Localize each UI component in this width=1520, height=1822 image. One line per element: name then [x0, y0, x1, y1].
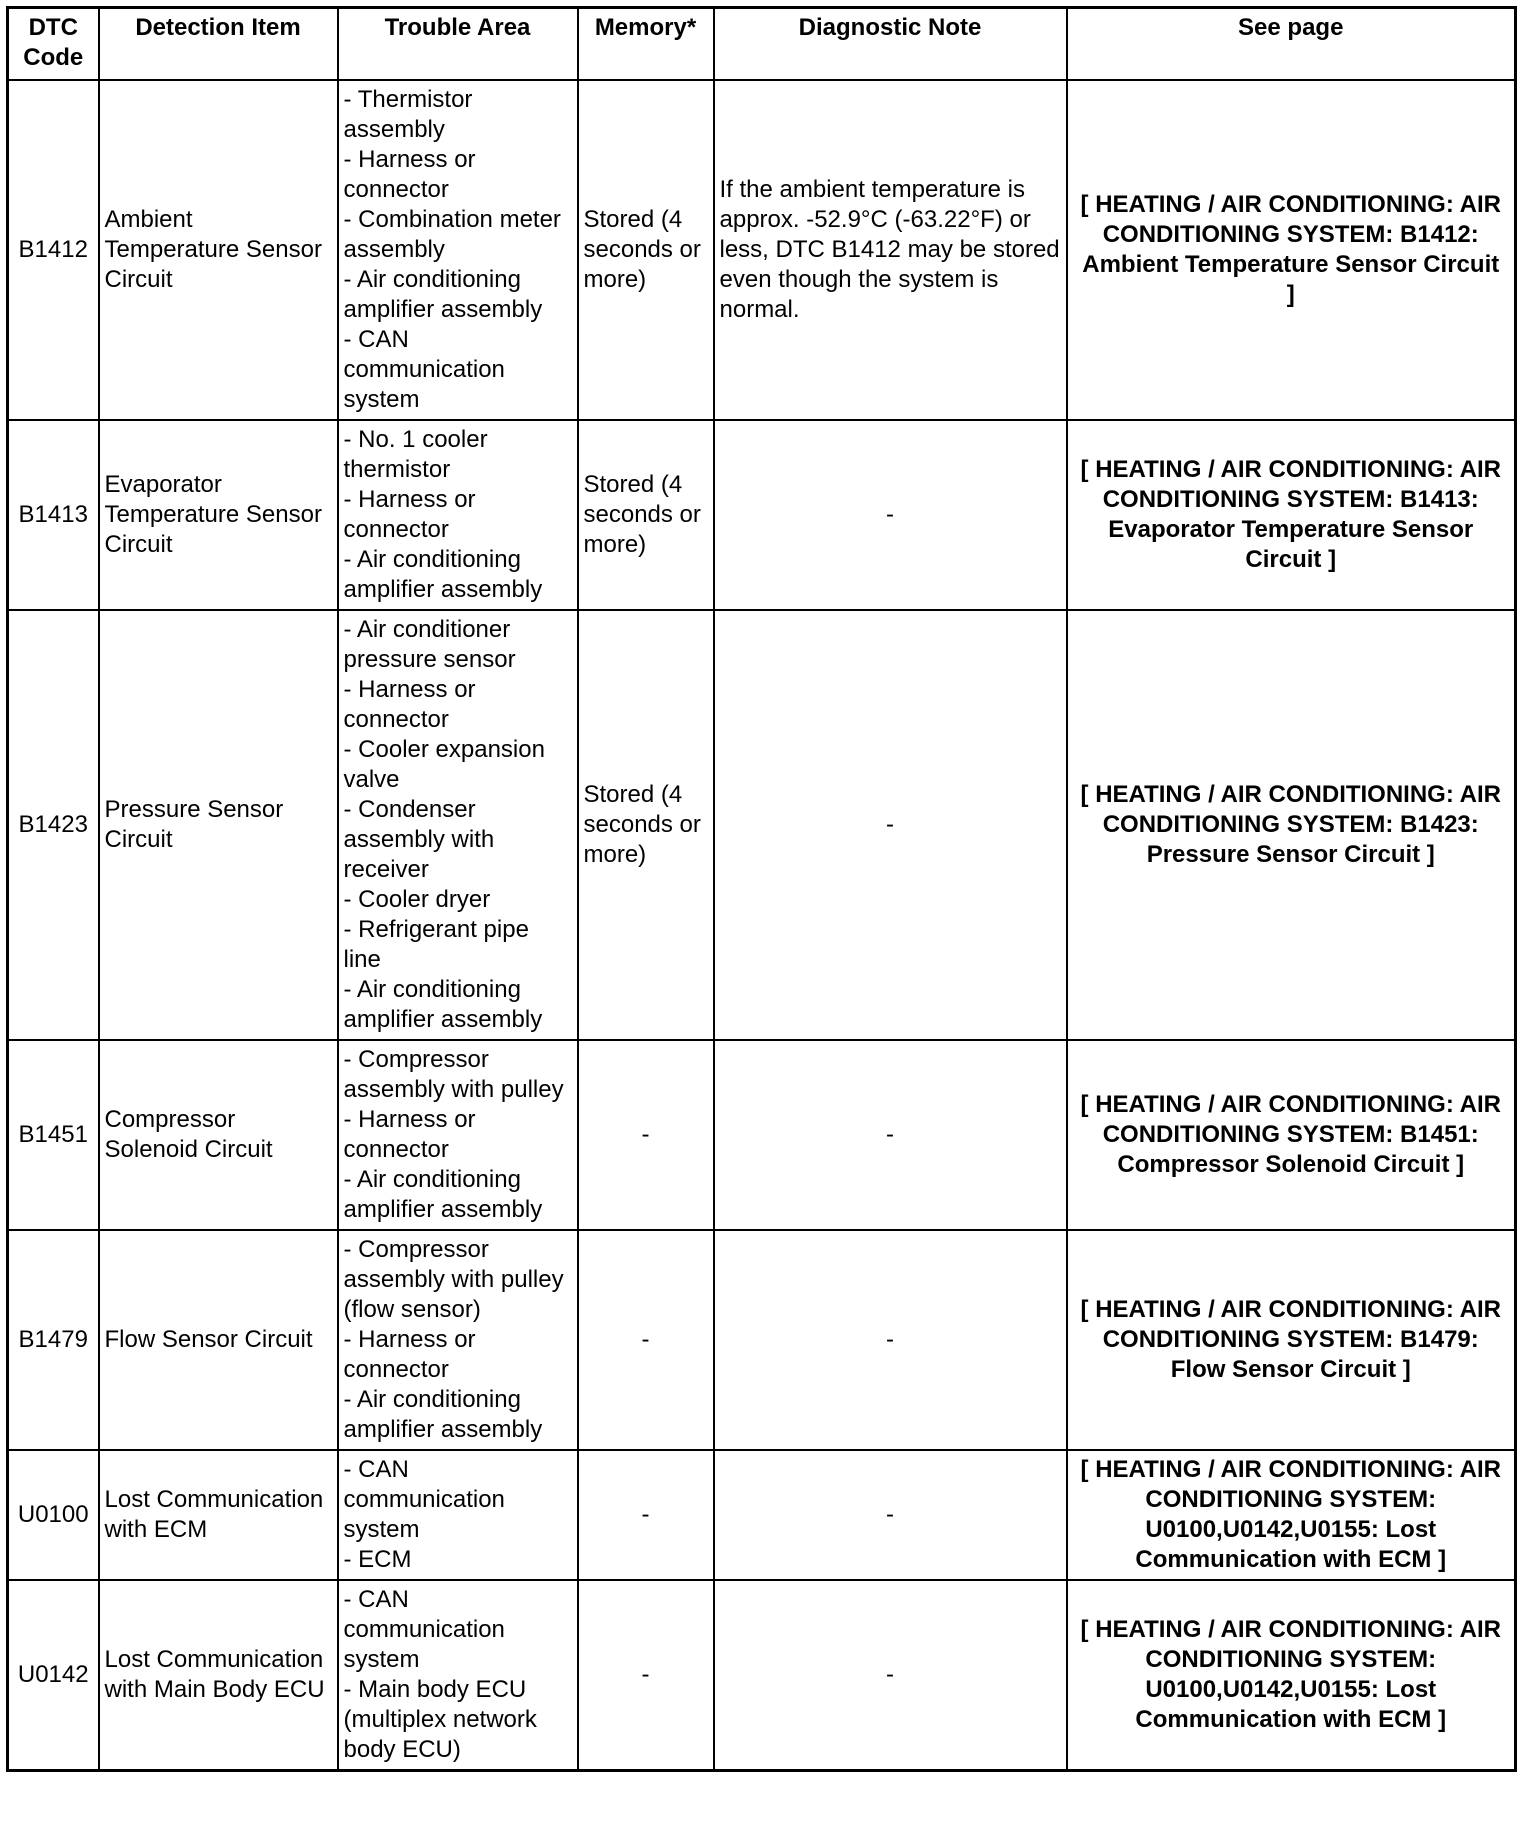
dtc-code-cell: B1451 — [8, 1040, 99, 1230]
dtc-code-cell: B1423 — [8, 610, 99, 1040]
table-row — [8, 1580, 1516, 1771]
diagnostic-note-cell: - — [714, 420, 1067, 610]
table-body — [8, 80, 1516, 1771]
trouble-area-item: - Cooler expansion valve — [343, 735, 545, 793]
diagnostic-note-cell: - — [714, 1040, 1067, 1230]
diagnostic-note-cell: - — [714, 1230, 1067, 1450]
memory-cell: Stored (4 seconds or more) — [578, 610, 714, 1040]
trouble-area-item: - Harness or connector — [343, 1105, 476, 1163]
dtc-table — [6, 6, 1517, 1772]
header-detection-item: Detection Item — [99, 8, 338, 80]
diagnostic-note-cell: If the ambient temperature is approx. -52.9°C (-63.22°F) or less, DTC B1412 may be stored even though the system is normal. — [714, 80, 1067, 420]
trouble-area-cell — [338, 610, 578, 1040]
trouble-area-item: - Air conditioning amplifier assembly — [343, 975, 543, 1033]
detection-item-cell: Lost Communication with Main Body ECU — [99, 1580, 338, 1771]
memory-cell: - — [578, 1450, 714, 1580]
see-page-cell[interactable]: [ HEATING / AIR CONDITIONING: AIR CONDITIONING SYSTEM: B1479: Flow Sensor Circuit ] — [1067, 1230, 1516, 1450]
table-row — [8, 610, 1516, 1040]
table-row — [8, 1230, 1516, 1450]
trouble-area-item: - Air conditioning amplifier assembly — [343, 1165, 543, 1223]
header-see-page: See page — [1067, 8, 1516, 80]
see-page-cell[interactable]: [ HEATING / AIR CONDITIONING: AIR CONDITIONING SYSTEM: B1412: Ambient Temperature Sensor Circuit ] — [1067, 80, 1516, 420]
dtc-code-cell: U0142 — [8, 1580, 99, 1771]
trouble-area-item: - Combination meter assembly — [343, 205, 561, 263]
trouble-area-item: - Thermistor assembly — [343, 85, 473, 143]
see-page-cell[interactable]: [ HEATING / AIR CONDITIONING: AIR CONDITIONING SYSTEM: U0100,U0142,U0155: Lost Communication with ECM ] — [1067, 1580, 1516, 1771]
trouble-area-item: - Harness or connector — [343, 485, 476, 543]
dtc-code-cell: U0100 — [8, 1450, 99, 1580]
trouble-area-item: - CAN communication system — [343, 1585, 505, 1673]
trouble-area-cell — [338, 1040, 578, 1230]
memory-cell: - — [578, 1040, 714, 1230]
trouble-area-item: - No. 1 cooler thermistor — [343, 425, 488, 483]
trouble-area-cell — [338, 420, 578, 610]
see-page-cell[interactable]: [ HEATING / AIR CONDITIONING: AIR CONDITIONING SYSTEM: B1413: Evaporator Temperature Sensor Circuit ] — [1067, 420, 1516, 610]
trouble-area-item: - Air conditioning amplifier assembly — [343, 545, 543, 603]
detection-item-cell: Evaporator Temperature Sensor Circuit — [99, 420, 338, 610]
trouble-area-item: - Air conditioning amplifier assembly — [343, 1385, 543, 1443]
trouble-area-item: - Air conditioning amplifier assembly — [343, 265, 543, 323]
memory-cell: - — [578, 1580, 714, 1771]
trouble-area-item: - Harness or connector — [343, 145, 476, 203]
table-row — [8, 1450, 1516, 1580]
detection-item-cell: Pressure Sensor Circuit — [99, 610, 338, 1040]
table-row — [8, 1040, 1516, 1230]
trouble-area-cell — [338, 1580, 578, 1771]
trouble-area-item: - Main body ECU (multiplex network body ECU) — [343, 1675, 537, 1763]
trouble-area-item: - ECM — [343, 1545, 412, 1573]
trouble-area-item: - Harness or connector — [343, 675, 476, 733]
memory-cell: - — [578, 1230, 714, 1450]
diagnostic-note-cell: - — [714, 1580, 1067, 1771]
header-diagnostic-note: Diagnostic Note — [714, 8, 1067, 80]
trouble-area-item: - Cooler dryer — [343, 885, 491, 913]
see-page-cell[interactable]: [ HEATING / AIR CONDITIONING: AIR CONDITIONING SYSTEM: U0100,U0142,U0155: Lost Communication with ECM ] — [1067, 1450, 1516, 1580]
trouble-area-cell — [338, 1230, 578, 1450]
trouble-area-item: - Harness or connector — [343, 1325, 476, 1383]
detection-item-cell: Lost Communication with ECM — [99, 1450, 338, 1580]
dtc-table-container — [6, 6, 1514, 1772]
see-page-cell[interactable]: [ HEATING / AIR CONDITIONING: AIR CONDITIONING SYSTEM: B1451: Compressor Solenoid Circuit ] — [1067, 1040, 1516, 1230]
trouble-area-item: - Compressor assembly with pulley — [343, 1045, 564, 1103]
trouble-area-item: - Condenser assembly with receiver — [343, 795, 495, 883]
detection-item-cell: Flow Sensor Circuit — [99, 1230, 338, 1450]
table-header-row — [8, 8, 1516, 80]
trouble-area-item: - Air conditioner pressure sensor — [343, 615, 516, 673]
trouble-area-cell — [338, 80, 578, 420]
dtc-code-cell: B1413 — [8, 420, 99, 610]
trouble-area-item: - CAN communication system — [343, 325, 505, 413]
memory-cell: Stored (4 seconds or more) — [578, 420, 714, 610]
trouble-area-item: - Compressor assembly with pulley (flow sensor) — [343, 1235, 564, 1323]
dtc-code-cell: B1412 — [8, 80, 99, 420]
trouble-area-item: - Refrigerant pipe line — [343, 915, 529, 973]
header-memory: Memory* — [578, 8, 714, 80]
diagnostic-note-cell: - — [714, 1450, 1067, 1580]
memory-cell: Stored (4 seconds or more) — [578, 80, 714, 420]
header-trouble-area: Trouble Area — [338, 8, 578, 80]
dtc-code-cell: B1479 — [8, 1230, 99, 1450]
see-page-cell[interactable]: [ HEATING / AIR CONDITIONING: AIR CONDITIONING SYSTEM: B1423: Pressure Sensor Circuit ] — [1067, 610, 1516, 1040]
detection-item-cell: Compressor Solenoid Circuit — [99, 1040, 338, 1230]
trouble-area-cell — [338, 1450, 578, 1580]
table-row — [8, 80, 1516, 420]
diagnostic-note-cell: - — [714, 610, 1067, 1040]
header-dtc-code: DTC Code — [8, 8, 99, 80]
trouble-area-item: - CAN communication system — [343, 1455, 505, 1543]
table-row — [8, 420, 1516, 610]
detection-item-cell: Ambient Temperature Sensor Circuit — [99, 80, 338, 420]
